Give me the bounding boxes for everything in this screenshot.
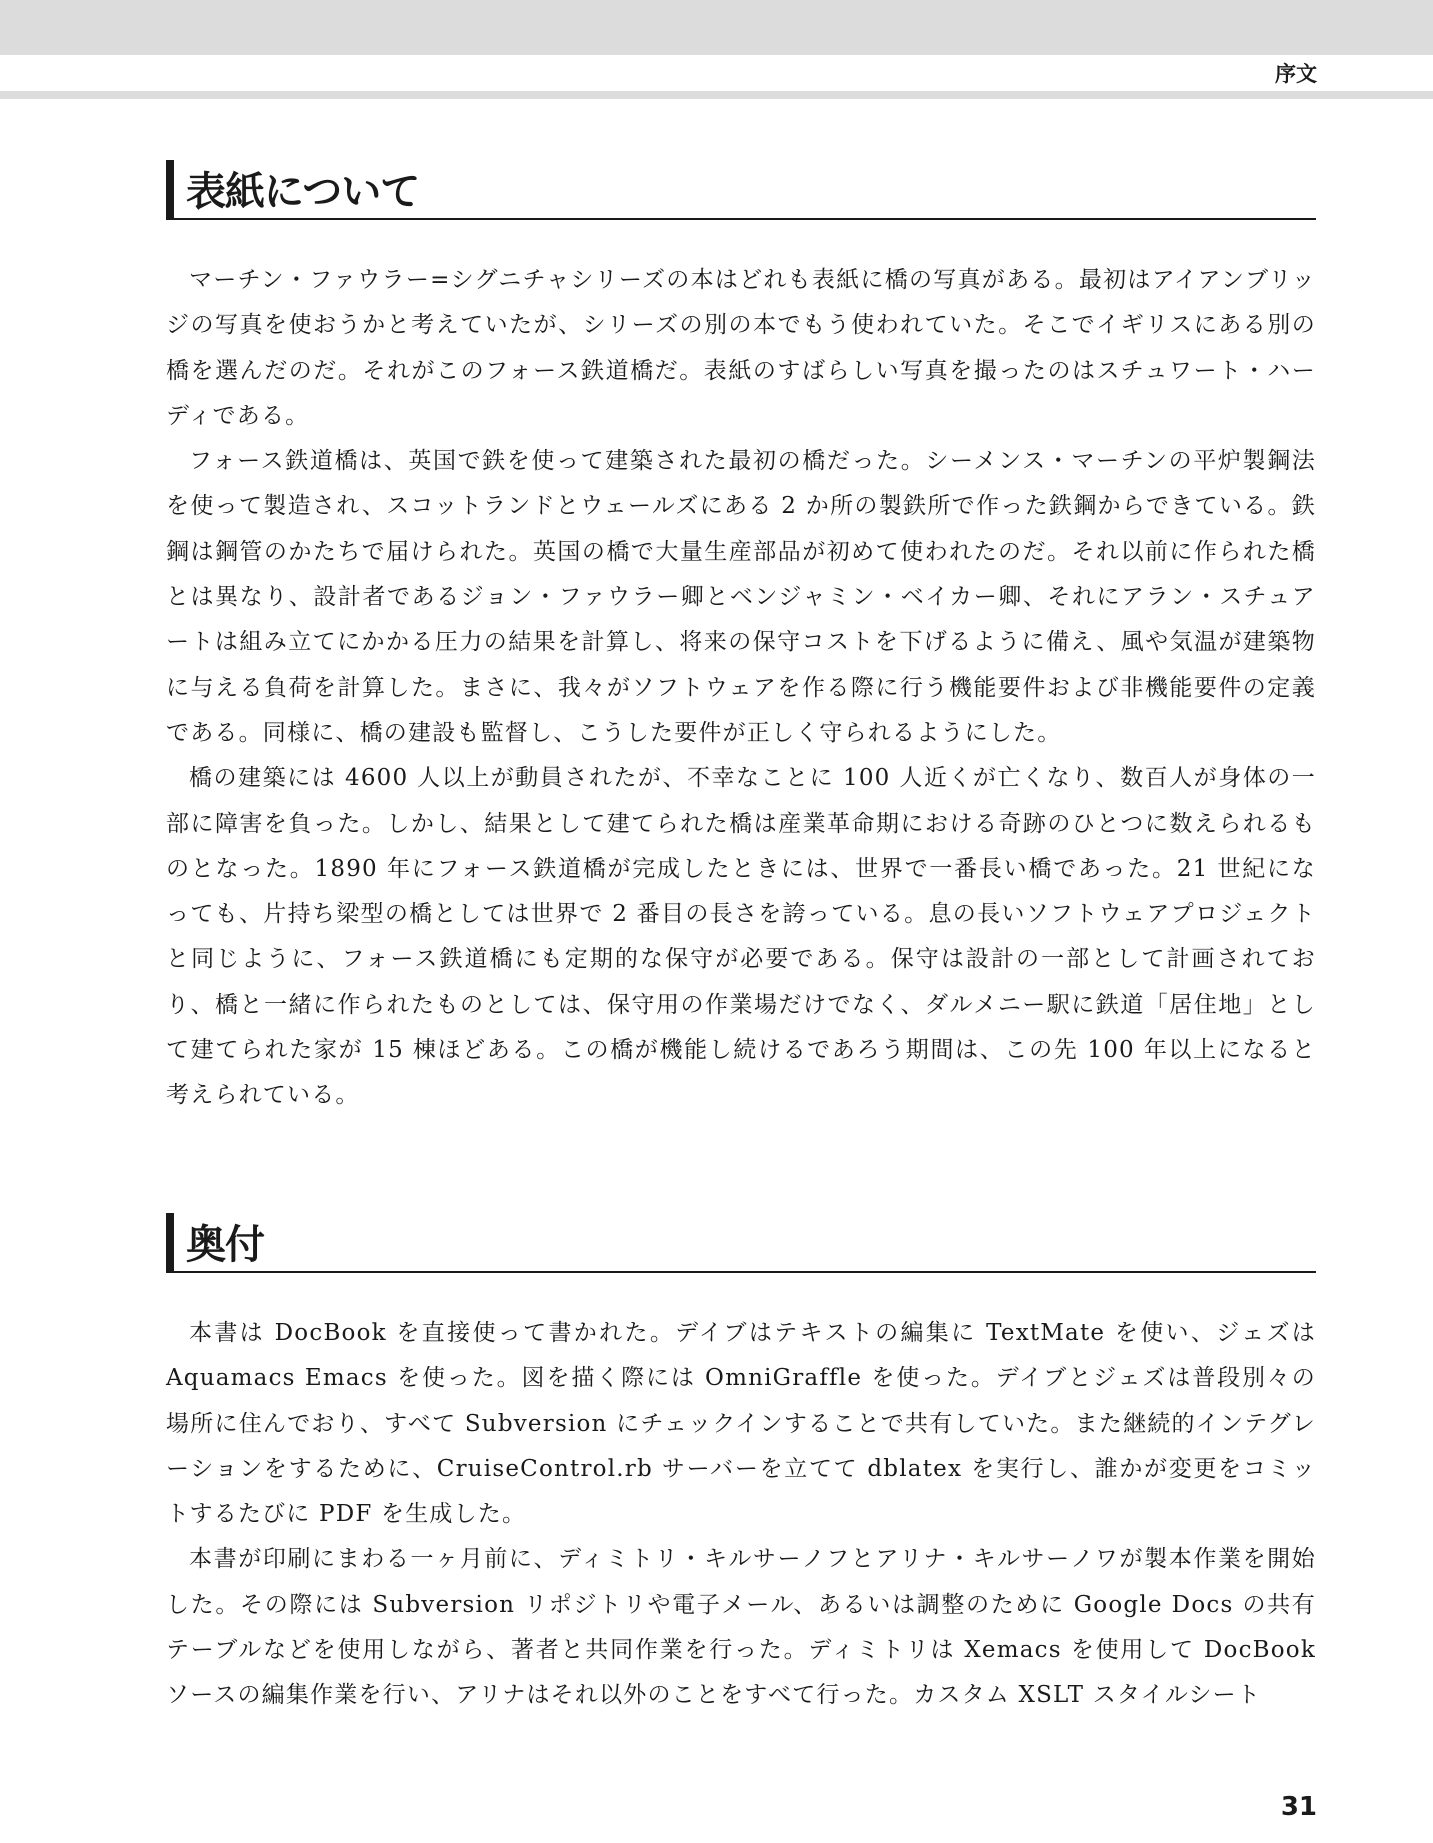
header-rule (0, 91, 1433, 99)
paragraph: フォース鉄道橋は、英国で鉄を使って建築された最初の橋だった。シーメンス・マーチンの平炉製鋼法を使って製造され、スコットランドとウェールズにある 2 か所の製鉄所で作った鉄鋼からできている。鉄鋼は鋼管のかたちで届けられた。英国の橋で大量生産部品が初めて使われたのだ。それ以前に作られた橋とは異なり、設計者であるジョン・ファウラー卿とベンジャミン・ベイカー卿、それにアラン・スチュアートは組み立てにかかる圧力の結果を計算し、将来の保守コストを下げるように備え、風や気温が建築物に与える負荷を計算した。まさに、我々がソフトウェアを作る際に行う機能要件および非機能要件の定義である。同様に、橋の建設も監督し、こうした要件が正しく守られるようにした。 (166, 448, 1316, 746)
paragraph: マーチン・ファウラー=シグニチャシリーズの本はどれも表紙に橋の写真がある。最初はアイアンブリッジの写真を使おうかと考えていたが、シリーズの別の本でもう使われていた。そこでイギリスにある別の橋を選んだのだ。それがこのフォース鉄道橋だ。表紙のすばらしい写真を撮ったのはスチュワート・ハーディである。 (166, 267, 1317, 429)
section-heading-text: 奥付 (186, 1222, 264, 1268)
section-body (166, 1311, 1316, 1719)
section-body (166, 258, 1316, 1119)
paragraph: 本書は DocBook を直接使って書かれた。デイブはテキストの編集に TextMate を使い、ジェズは Aquamacs Emacs を使った。図を描く際には OmniGraffle を使った。デイブとジェズは普段別々の場所に住んでおり、すべて Subversion にチェックインすることで共有していた。また継続的インテグレーションをするために、CruiseControl.rb サーバーを立てて dblatex を実行し、誰かが変更をコミットするたびに PDF を生成した。 (166, 1320, 1316, 1528)
section-cover (166, 160, 1316, 1119)
section-heading-cover (166, 160, 1316, 220)
paragraph: 本書が印刷にまわる一ヶ月前に、ディミトリ・キルサーノフとアリナ・キルサーノワが製本作業を開始した。その際には Subversion リポジトリや電子メール、あるいは調整のために Google Docs の共有テーブルなどを使用しながら、著者と共同作業を行った。ディミトリは Xemacs を使用して DocBook ソースの編集作業を行い、アリナはそれ以外のことをすべて行った。カスタム XSLT スタイルシート (166, 1546, 1316, 1709)
page-top-band (0, 0, 1433, 55)
section-heading-text: 表紙について (186, 169, 420, 215)
section-heading-colophon (166, 1213, 1316, 1273)
paragraph: 橋の建築には 4600 人以上が動員されたが、不幸なことに 100 人近くが亡くなり、数百人が身体の一部に障害を負った。しかし、結果として建てられた橋は産業革命期における奇跡のひとつに数えられるものとなった。1890 年にフォース鉄道橋が完成したときには、世界で一番長い橋であった。21 世紀になっても、片持ち梁型の橋としては世界で 2 番目の長さを誇っている。息の長いソフトウェアプロジェクトと同じように、フォース鉄道橋にも定期的な保守が必要である。保守は設計の一部として計画されており、橋と一緒に作られたものとしては、保守用の作業場だけでなく、ダルメニー駅に鉄道「居住地」として建てられた家が 15 棟ほどある。この橋が機能し続けるであろう期間は、この先 100 年以上になると考えられている。 (166, 765, 1316, 1109)
running-head: 序文 (1275, 62, 1317, 86)
section-colophon (166, 1213, 1316, 1719)
page-number: 31 (1280, 1792, 1317, 1822)
